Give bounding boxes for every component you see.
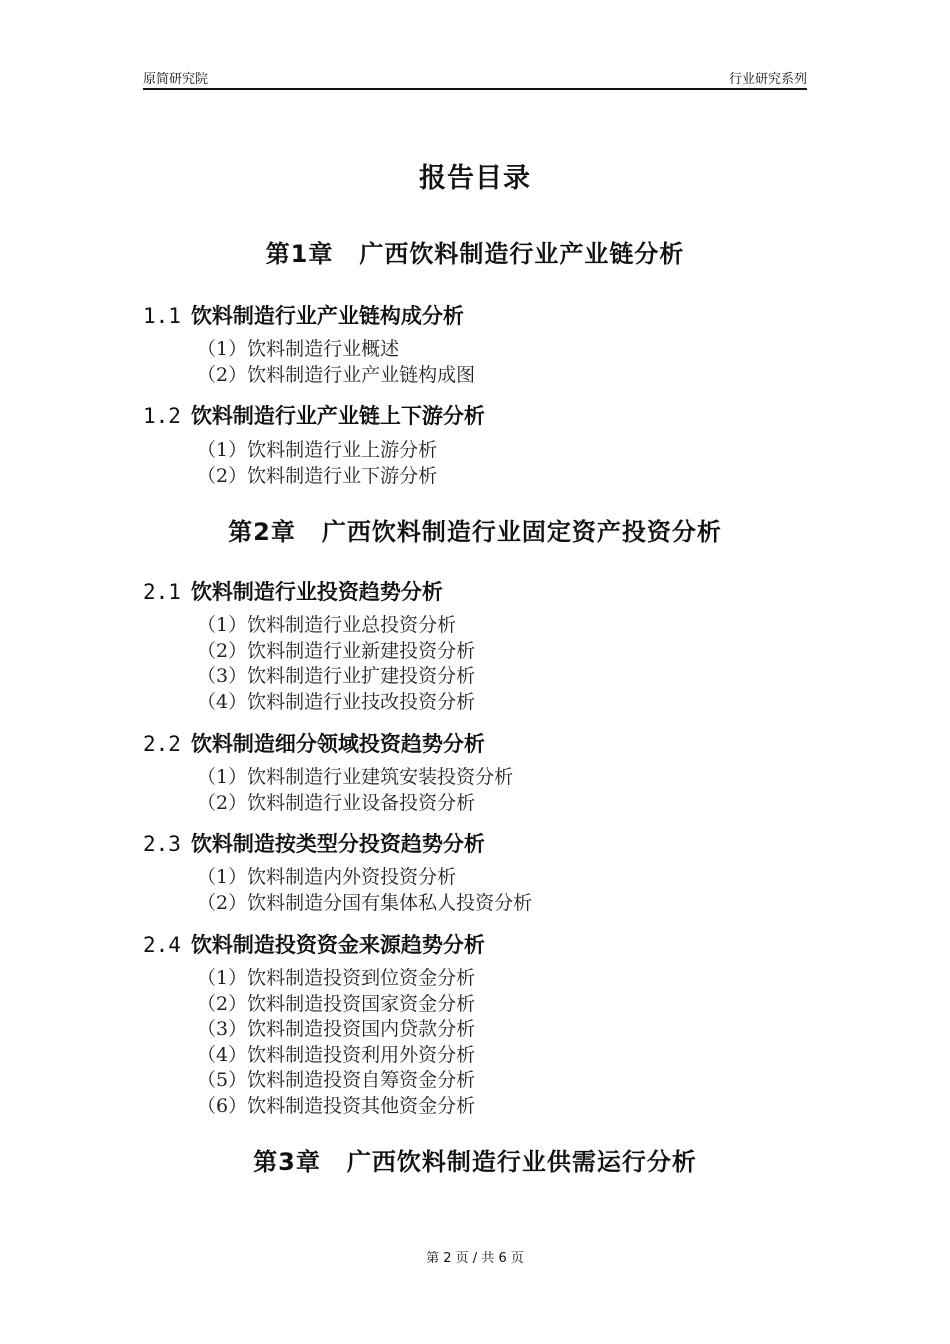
toc-item: （2）饮料制造行业下游分析	[197, 464, 438, 487]
section-title: 饮料制造行业产业链构成分析	[190, 304, 464, 328]
toc-item: （1）饮料制造内外资投资分析	[197, 866, 457, 888]
chapter-heading	[0, 512, 950, 547]
page-header	[143, 66, 807, 90]
section-number: 2.2	[143, 732, 181, 756]
toc-item: （2）饮料制造行业设备投资分析	[197, 791, 476, 814]
toc-item: （1）饮料制造行业概述	[197, 338, 400, 360]
toc-item: （4）饮料制造投资利用外资分析	[197, 1043, 476, 1066]
toc-item: （1）饮料制造行业上游分析	[197, 439, 438, 461]
page-title: 报告目录	[419, 163, 531, 194]
section-heading	[143, 576, 443, 606]
toc-item: （2）饮料制造行业产业链构成图	[197, 363, 476, 386]
section-number: 1.2	[143, 404, 181, 428]
section-heading	[143, 300, 464, 330]
toc-item: （6）饮料制造投资其他资金分析	[197, 1094, 476, 1117]
section-title: 饮料制造按类型分投资趋势分析	[190, 832, 485, 856]
toc-item: （3）饮料制造投资国内贷款分析	[197, 1018, 476, 1040]
chapter-heading	[0, 234, 950, 269]
chapter-number: 第3章	[253, 1148, 321, 1176]
section-number: 2.4	[143, 933, 181, 957]
header-publisher: 原简研究院	[143, 72, 209, 87]
section-title: 饮料制造投资资金来源趋势分析	[190, 933, 485, 957]
chapter-title: 广西饮料制造行业产业链分析	[359, 240, 685, 268]
section-items	[197, 765, 513, 816]
section-heading	[143, 400, 485, 430]
section-number: 1.1	[143, 304, 181, 328]
toc-item: （2）饮料制造行业新建投资分析	[197, 639, 476, 662]
toc-item: （4）饮料制造行业技改投资分析	[197, 690, 476, 713]
toc-item: （1）饮料制造投资到位资金分析	[197, 967, 476, 989]
section-title: 饮料制造行业投资趋势分析	[190, 580, 443, 604]
section-title: 饮料制造细分领域投资趋势分析	[190, 732, 485, 756]
section-items	[197, 337, 475, 388]
toc-item: （2）饮料制造分国有集体私人投资分析	[197, 891, 533, 914]
section-number: 2.1	[143, 580, 181, 604]
section-heading	[143, 728, 485, 758]
section-items	[197, 865, 532, 916]
toc-item: （5）饮料制造投资自筹资金分析	[197, 1069, 476, 1091]
toc-item: （3）饮料制造行业扩建投资分析	[197, 665, 476, 687]
chapter-number: 第1章	[265, 240, 334, 268]
section-heading	[143, 929, 485, 959]
toc-item: （1）饮料制造行业总投资分析	[197, 614, 457, 636]
section-items	[197, 613, 475, 715]
page-number: 第 2 页 / 共 6 页	[426, 1251, 524, 1266]
chapter-title: 广西饮料制造行业供需运行分析	[346, 1148, 697, 1176]
chapter-heading	[0, 1142, 950, 1177]
section-items	[197, 966, 475, 1119]
header-series: 行业研究系列	[728, 72, 807, 87]
toc-item: （1）饮料制造行业建筑安装投资分析	[197, 766, 514, 788]
chapter-title: 广西饮料制造行业固定资产投资分析	[321, 518, 722, 546]
section-items	[197, 438, 437, 489]
chapter-number: 第2章	[228, 518, 296, 546]
section-number: 2.3	[143, 832, 181, 856]
section-title: 饮料制造行业产业链上下游分析	[190, 404, 485, 428]
section-heading	[143, 828, 485, 858]
toc-item: （2）饮料制造投资国家资金分析	[197, 992, 476, 1015]
